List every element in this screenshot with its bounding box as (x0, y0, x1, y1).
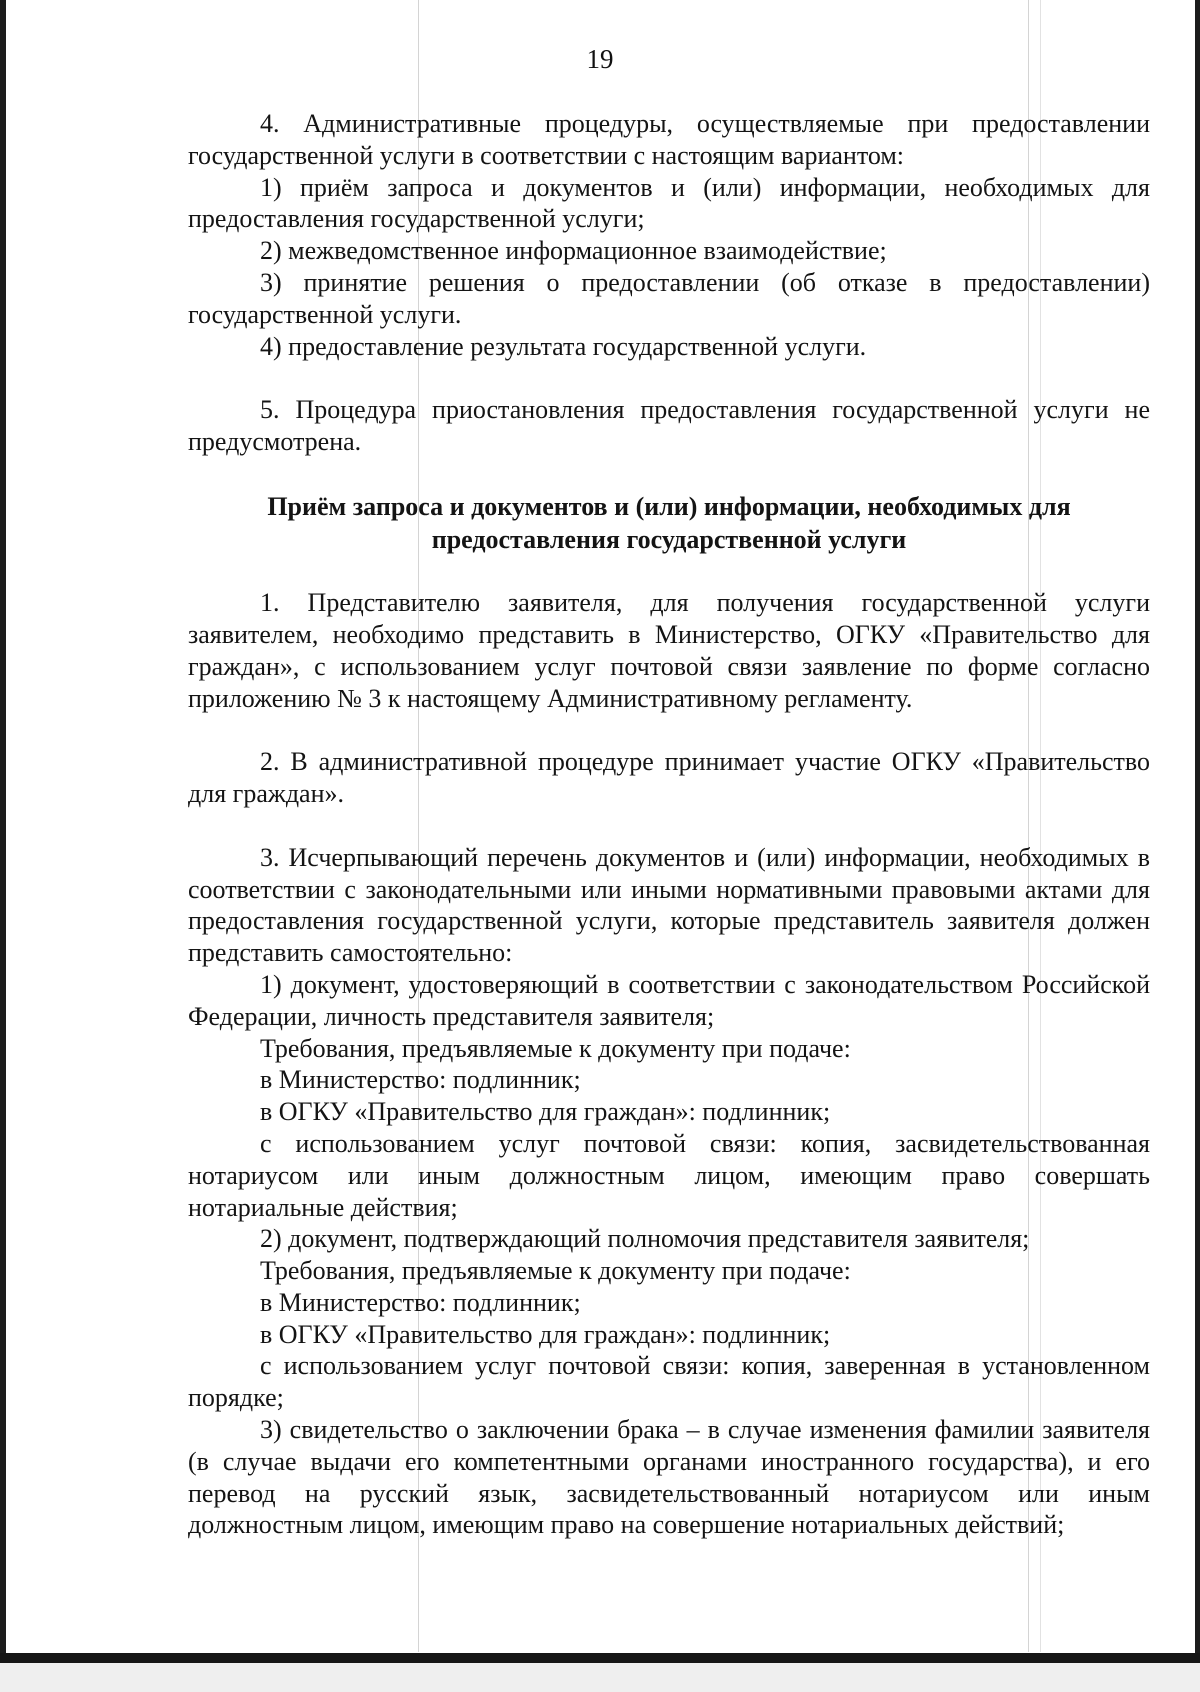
list-item: Требования, предъявляемые к документу при подаче: (260, 1033, 851, 1063)
list-item: 3) принятие решения о предоставлении (об отказе в предоставлении) государственной услуги. (188, 267, 1150, 329)
scan-left-edge (0, 0, 6, 1692)
list-item: 1) приём запроса и документов и (или) информации, необходимых для предоставления государственной услуги; (188, 172, 1150, 234)
list-item: в Министерство: подлинник; (260, 1065, 581, 1095)
list-item: с использованием услуг почтовой связи: копия, засвидетельствованная нотариусом или иным должностным лицом, имеющим право совершать нотариальные действия; (188, 1128, 1150, 1222)
list-item: Требования, предъявляемые к документу при подаче: (260, 1256, 851, 1286)
list-item: в Министерство: подлинник; (260, 1287, 581, 1317)
section-heading (188, 490, 1150, 556)
paragraph-representative: 1. Представителю заявителя, для получения государственной услуги заявителем, необходимо представить в Министерство, ОГКУ «Правительство для граждан», с использованием услуг почтовой связи заявление по форме согласно приложению № 3 к настоящему Административному регламенту. (188, 588, 1150, 713)
document-body (188, 108, 1150, 1541)
list-item: с использованием услуг почтовой связи: копия, заверенная в установленном порядке; (188, 1351, 1150, 1413)
list-item: в ОГКУ «Правительство для граждан»: подлинник; (260, 1319, 831, 1349)
paragraph-document-list: 3. Исчерпывающий перечень документов и (или) информации, необходимых в соответствии с законодательными или иными нормативными правовыми актами для предоставления государственной услуги, которые представитель заявителя должен представить самостоятельно: (188, 842, 1150, 968)
section-heading-line: Приём запроса и документов и (или) информации, необходимых для (267, 491, 1071, 521)
paragraph-participant: 2. В административной процедуре принимает участие ОГКУ «Правительство для граждан». (188, 747, 1150, 809)
page-number: 19 (586, 44, 614, 74)
list-item: 2) межведомственное информационное взаимодействие; (260, 236, 887, 266)
paragraph-suspension: 5. Процедура приостановления предоставления государственной услуги не предусмотрена. (188, 395, 1150, 456)
scan-margin (0, 1663, 1200, 1692)
scan-right-edge (1195, 0, 1200, 1692)
list-item: 1) документ, удостоверяющий в соответствии с законодательством Российской Федерации, личность представителя заявителя; (188, 969, 1150, 1031)
list-item: в ОГКУ «Правительство для граждан»: подлинник; (260, 1097, 831, 1127)
list-item: 2) документ, подтверждающий полномочия представителя заявителя; (260, 1224, 1030, 1254)
paragraph-admin-procedures: 4. Административные процедуры, осуществляемые при предоставлении государственной услуги в соответствии с настоящим вариантом: (188, 109, 1150, 170)
scan-bottom-edge (0, 1653, 1200, 1663)
list-item: 3) свидетельство о заключении брака – в случае изменения фамилии заявителя (в случае выдачи его компетентными органами иностранного государства), и его перевод на русский язык, засвидетельствованный нотариусом или иным должностным лицом, имеющим право на совершение нотариальных действий; (188, 1415, 1150, 1540)
list-item: 4) предоставление результата государственной услуги. (260, 331, 867, 361)
section-heading-line: предоставления государственной услуги (431, 524, 907, 554)
